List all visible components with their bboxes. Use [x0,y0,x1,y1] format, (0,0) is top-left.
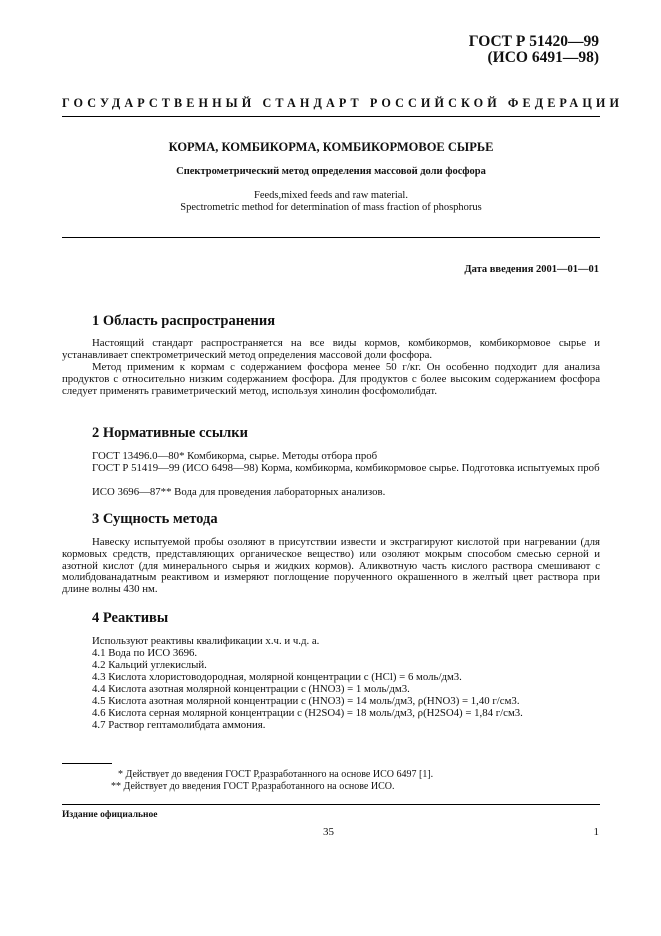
english-title [62,190,600,214]
page-subtitle: Спектрометрический метод определения массовой доли фосфора [176,166,486,177]
reagent-item: 4.3 Кислота хлористоводородная, молярной концентрации c (HCl) = 6 моль/дм3. [92,671,462,683]
page-title: КОРМА, КОМБИКОРМА, КОМБИКОРМОВОЕ СЫРЬЕ [168,140,494,154]
iso-code: (ИСО 6491—98) [487,49,599,66]
footnote-1: * Действует до введения ГОСТ Р,разработанного на основе ИСО 6497 [1]. [118,769,434,780]
english-title-line2: Spectrometric method for determination of mass fraction of phosphorus [180,202,482,213]
page-number-center: 35 [323,826,334,838]
reagent-item: 4.4 Кислота азотная молярной концентрации c (HNO3) = 1 моль/дм3. [92,683,410,695]
reference-1: ГОСТ 13496.0—80* Комбикорма, сырье. Методы отбора проб [92,450,378,462]
reagent-item: 4.5 Кислота азотная молярной концентрации c (HNO3) = 14 моль/дм3, ρ(HNO3) = 1,40 г/см3. [92,695,520,707]
document-code [469,34,599,66]
section-1-heading: 1 Область распространения [92,313,276,329]
header-divider [62,116,600,117]
english-title-line1: Feeds,mixed feeds and raw material. [254,190,408,201]
section-3-paragraph: Навеску испытуемой пробы озоляют в присутствии извести и экстрагируют кислотой при нагревании (для кормовых средств, представляющих органическое вещество) или озоляют мокрым способом смесью серной и азотной кислот (для минерального сырья и жидких кормов). Аликвотную часть кислого раствора смешивают с молибдованадатным реактивом и измеряют поглощение порученного окрашенного в желтый цвет раствора при длине волны 430 нм. [62,536,600,596]
state-standard-banner: ГОСУДАРСТВЕННЫЙ СТАНДАРТ РОССИЙСКОЙ ФЕДЕРАЦИИ [62,96,624,110]
section-4-heading: 4 Реактивы [92,610,169,626]
section-1-paragraph-1: Настоящий стандарт распространяется на все виды кормов, комбикормов, комбикормовое сырье и устанавливает спектрометрический метод определения массовой доли фосфора. [62,337,600,361]
title-divider [62,237,600,238]
gost-code: ГОСТ Р 51420—99 [468,33,599,50]
section-3-heading: 3 Сущность метода [92,511,218,527]
footnote-2: ** Действует до введения ГОСТ Р,разработанного на основе ИСО. [111,781,395,792]
reagent-item: 4.6 Кислота серная молярной концентрации c (H2SO4) = 18 моль/дм3, ρ(H2SO4) = 1,84 г/см3. [92,707,523,719]
reagent-item: 4.1 Вода по ИСО 3696. [92,647,198,659]
official-edition-label: Издание официальное [62,810,158,820]
page-number-right: 1 [593,826,599,838]
reagent-item: 4.2 Кальций углекислый. [92,659,207,671]
reference-3: ИСО 3696—87** Вода для проведения лабораторных анализов. [92,486,386,498]
footer-divider [62,804,600,805]
reference-2: ГОСТ Р 51419—99 (ИСО 6498—98) Корма, комбикорма, комбикормовое сырье. Подготовка испытуемых проб [92,462,600,474]
footnote-rule [62,763,112,764]
reagent-item: 4.7 Раствор гептамолибдата аммония. [92,719,266,731]
reagents-intro: Используют реактивы квалификации х.ч. и ч.д. а. [92,635,320,647]
intro-date: Дата введения 2001—01—01 [464,264,599,275]
section-1-paragraph-2: Метод применим к кормам с содержанием фосфора менее 50 г/кг. Он особенно подходит для анализа продуктов с относительно низким содержанием фосфора. Для продуктов с более высоким содержанием фосфора следует применять гравиметрический метод, используя хинолин фосфомолибдат. [62,361,600,397]
section-2-heading: 2 Нормативные ссылки [92,425,248,441]
